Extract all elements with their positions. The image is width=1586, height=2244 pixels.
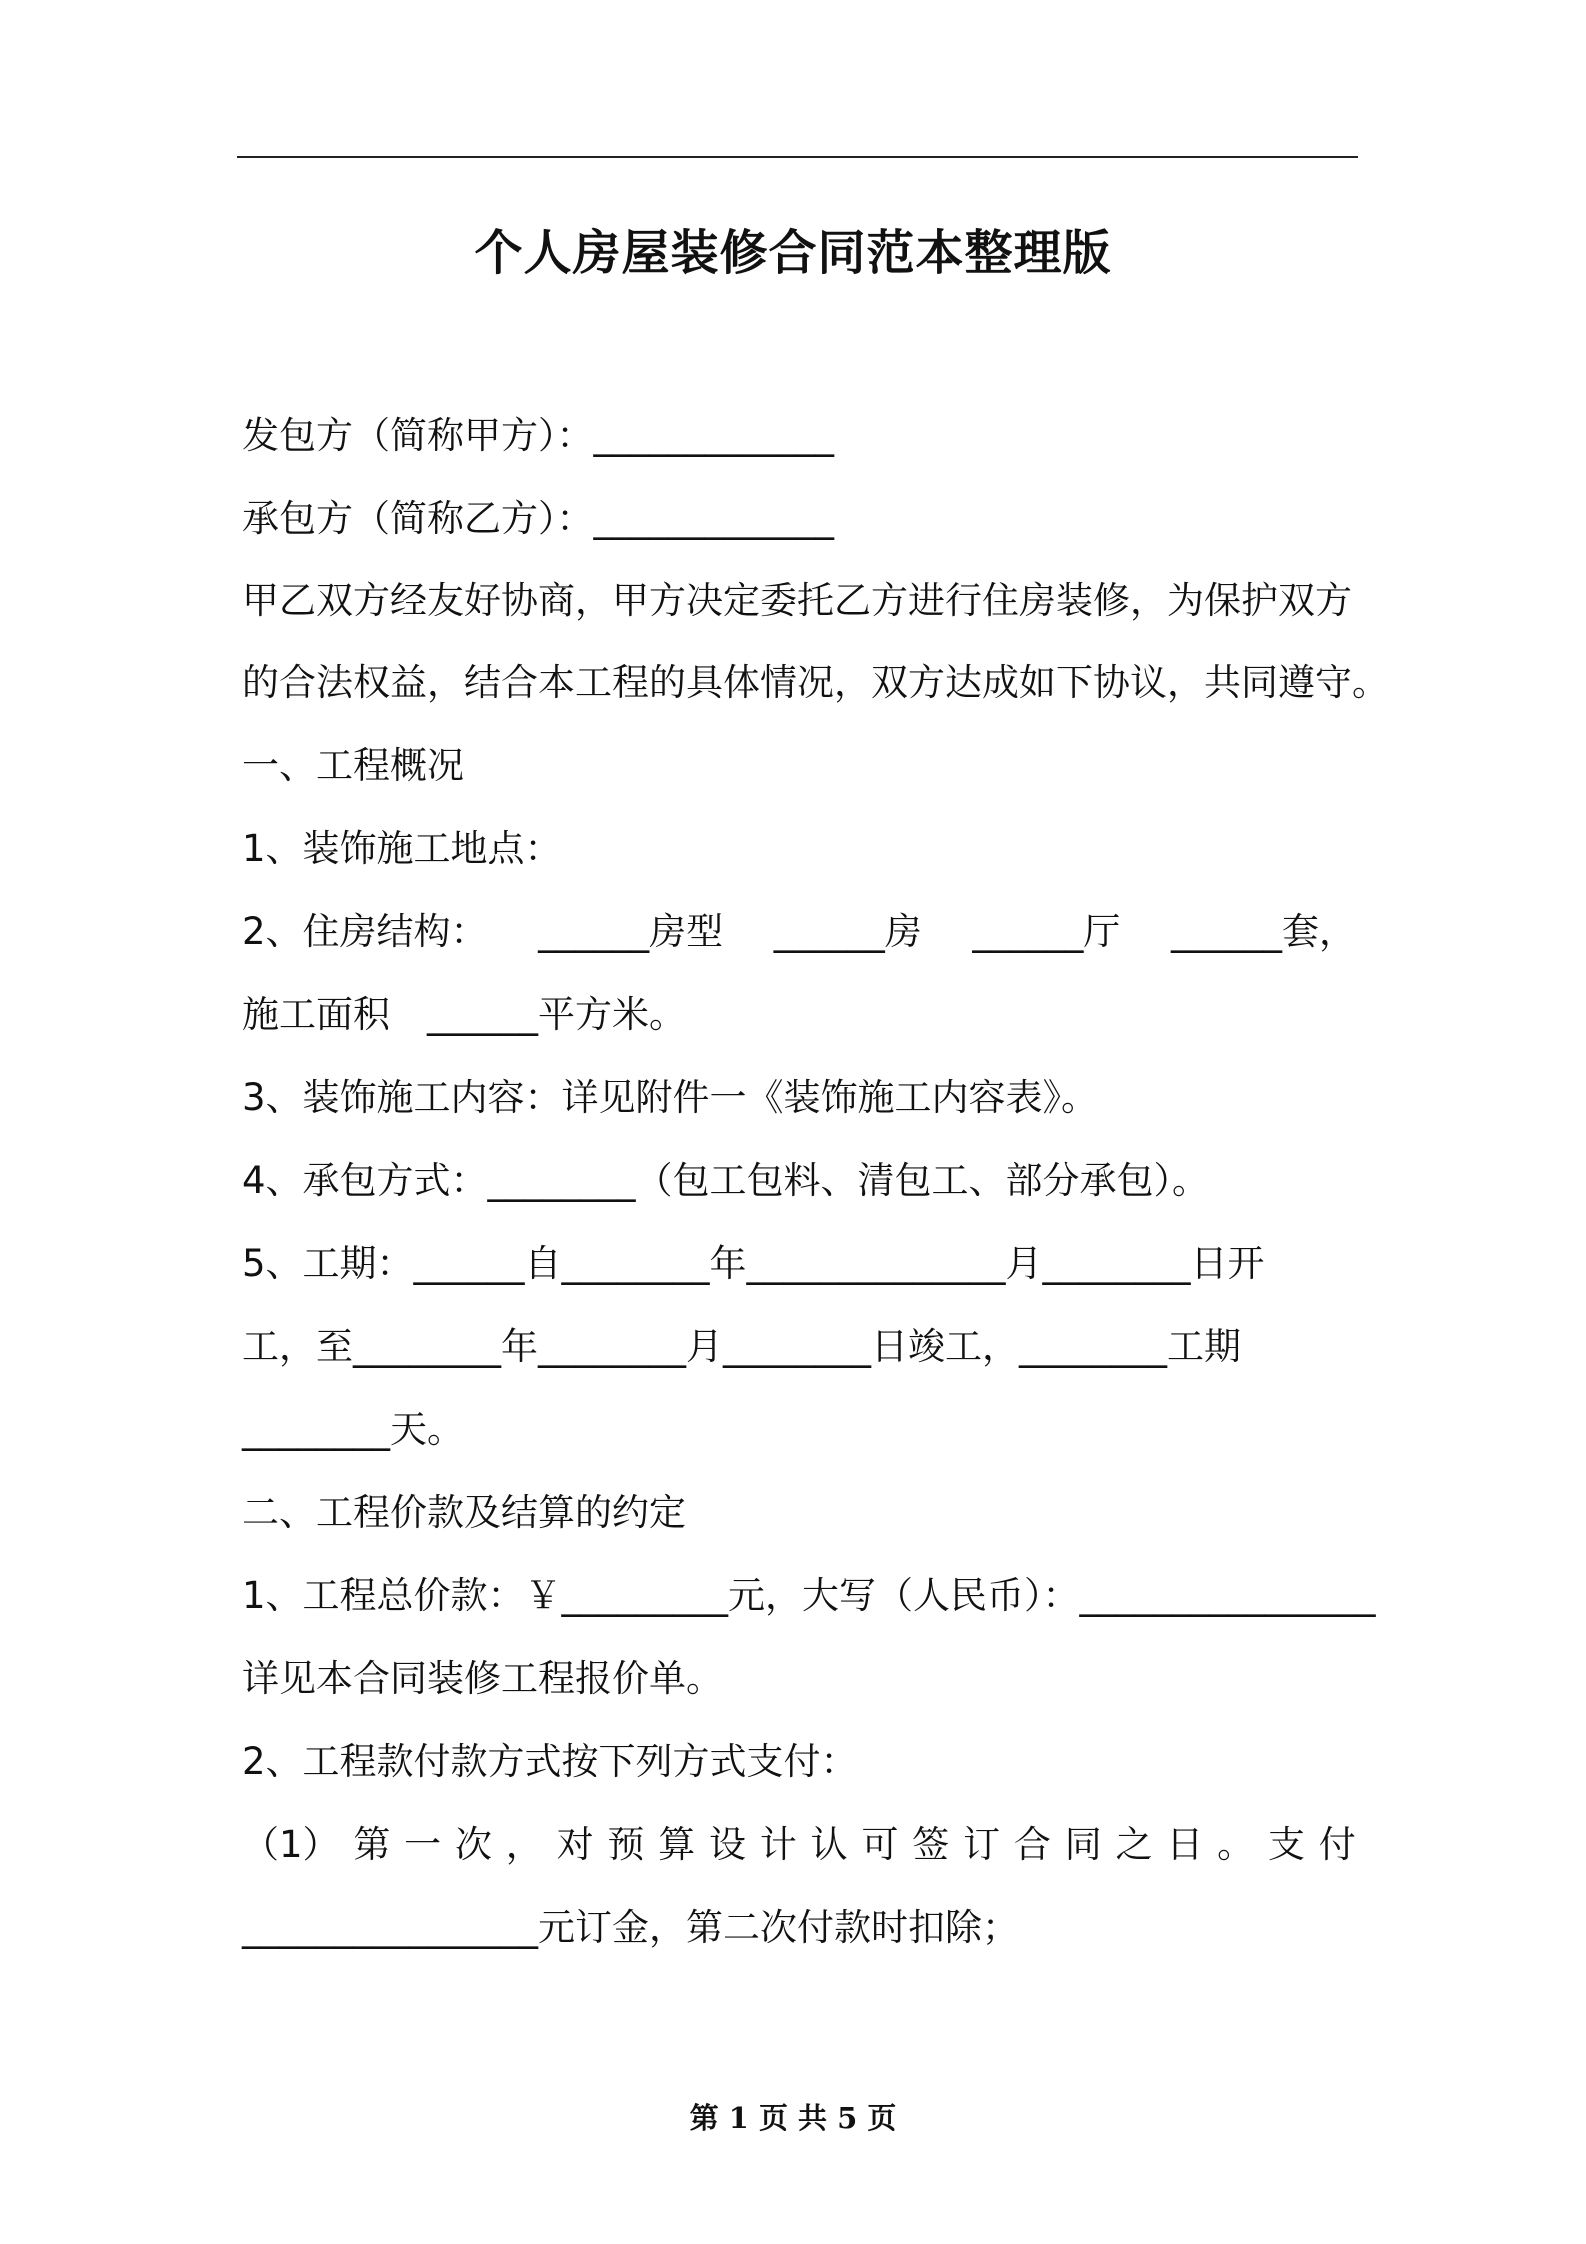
line-17-char: 次 — [454, 1823, 492, 1866]
line-17-char: 第 — [353, 1823, 391, 1866]
line-17-char: 签 — [912, 1823, 950, 1866]
line-17-char: 付 — [1318, 1823, 1356, 1866]
line-17-char: 合 — [1013, 1823, 1051, 1866]
page-footer: 第 1 页 共 5 页 — [689, 2101, 897, 2135]
line-17-char: 一 — [404, 1823, 442, 1866]
line-17-char: （1） — [242, 1823, 340, 1866]
line-17-char: 认 — [810, 1823, 848, 1866]
line-17-char: 之 — [1115, 1823, 1153, 1866]
line-17-char: 预 — [607, 1823, 645, 1866]
line-17-char: 同 — [1064, 1823, 1102, 1866]
line-17-char: 设 — [709, 1823, 747, 1866]
line-6-part-0: 2、住房结构： — [242, 910, 488, 953]
line-18: ________________元订金，第二次付款时扣除； — [242, 1906, 1019, 1949]
line-17-char: 对 — [556, 1823, 594, 1866]
line-17-char: 。 — [1217, 1823, 1255, 1866]
line-6-part-3: ______厅 — [972, 910, 1121, 953]
document-title: 个人房屋装修合同范本整理版 — [474, 225, 1112, 281]
line-17-char: 算 — [658, 1823, 696, 1866]
line-10: 5、工期：______自________年______________月________日开 — [242, 1242, 1265, 1285]
line-11: 工，至________年________月________日竣工，________工期 — [242, 1325, 1241, 1368]
line-1: 承包方（简称乙方）：_____________ — [242, 497, 834, 540]
line-6-part-2: ______房 — [773, 910, 922, 953]
line-17-char: 支 — [1267, 1823, 1305, 1866]
section-heading-1: 一、工程概况 — [242, 744, 464, 787]
line-15: 详见本合同装修工程报价单。 — [242, 1657, 723, 1700]
line-0: 发包方（简称甲方）：_____________ — [242, 414, 834, 457]
line-14: 1、工程总价款：￥_________元，大写（人民币）：________________ — [242, 1574, 1376, 1617]
line-6-part-1: ______房型 — [538, 910, 724, 953]
line-7: 施工面积 ______平方米。 — [242, 993, 686, 1036]
line-17-char: 计 — [759, 1823, 797, 1866]
line-3: 的合法权益，结合本工程的具体情况，双方达成如下协议，共同遵守。 — [242, 661, 1389, 704]
line-8: 3、装饰施工内容：详见附件一《装饰施工内容表》。 — [242, 1076, 1099, 1119]
line-12: ________天。 — [242, 1408, 464, 1451]
line-2: 甲乙双方经友好协商，甲方决定委托乙方进行住房装修，为保护双方 — [242, 579, 1352, 622]
line-16: 2、工程款付款方式按下列方式支付： — [242, 1740, 858, 1783]
line-17-char: 订 — [963, 1823, 1001, 1866]
line-17-char: 可 — [861, 1823, 899, 1866]
header-rule — [237, 156, 1358, 158]
line-9: 4、承包方式：________（包工包料、清包工、部分承包）。 — [242, 1159, 1210, 1202]
line-17-char: ， — [505, 1823, 543, 1866]
line-5: 1、装饰施工地点： — [242, 827, 562, 870]
section-heading-2: 二、工程价款及结算的约定 — [242, 1491, 686, 1534]
line-6-part-4: ______套， — [1170, 910, 1356, 953]
line-6 — [242, 906, 1356, 958]
line-17 — [242, 1819, 1356, 1871]
line-17-char: 日 — [1166, 1823, 1204, 1866]
